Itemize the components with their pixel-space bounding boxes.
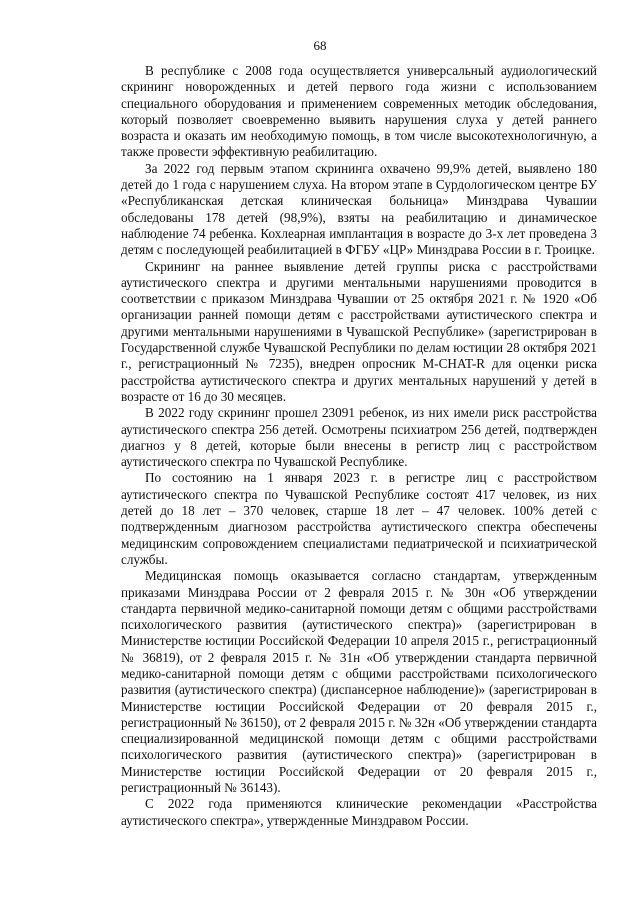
paragraph-screening-2022-results: За 2022 год первым этапом скрининга охвачено 99,9% детей, выявлено 180 детей до 1 года с нарушением слуха. На втором этапе в Сурдологическом центре БУ «Республиканская детская клиническая больница» Минздрава Чувашии обследованы 178 детей (98,9%), взяты на реабилитацию и динамическое наблюдение 74 ребенка. Кохлеарная имплантация в возрасте до 3-х лет проведена 3 детям с последующей реабилитацией в ФГБУ «ЦР» Минздрава России в г. Троицке. (121, 160, 597, 258)
paragraph-audiology-screening: В республике с 2008 года осуществляется универсальный аудиологический скрининг новорожденных и детей первого года жизни с использованием специального оборудования и применением современных методик обследования, который позволяет своевременно выявить нарушения слуха у детей раннего возраста и оказать им необходимую помощь, в том числе высокотехнологичную, а также провести эффективную реабилитацию. (121, 63, 597, 160)
paragraph-clinical-recommendations: С 2022 года применяются клинические рекомендации «Расстройства аутистического спектра», утвержденные Минздравом России. (121, 796, 597, 828)
paragraph-autism-screening-2022: В 2022 году скрининг прошел 23091 ребенок, из них имели риск расстройства аутистического спектра 256 детей. Осмотрены психиатром 256 детей, подтвержден диагноз у 8 детей, которые были внесены в регистр лиц с расстройством аутистического спектра по Чувашской Республике. (121, 405, 597, 470)
paragraph-medical-standards: Медицинская помощь оказывается согласно стандартам, утвержденным приказами Минздрава России от 2 февраля 2015 г. № 30н «Об утверждении стандарта первичной медико-санитарной помощи детям с общими расстройствами психологического развития (аутистического спектра)» (зарегистрирован в Министерстве юстиции Российской Федерации 10 апреля 2015 г., регистрационный № 36819), от 2 февраля 2015 г. № 31н «Об утверждении стандарта первичной медико-санитарной помощи детям с общими расстройствами психологического развития (аутистического спектра) (диспансерное наблюдение)» (зарегистрирован в Министерстве юстиции Российской Федерации от 20 февраля 2015 г., регистрационный № 36150), от 2 февраля 2015 г. № 32н «Об утверждении стандарта специализированной медицинской помощи детям с общими расстройствами психологического развития (аутистического спектра)» (зарегистрирован в Министерстве юстиции Российской Федерации от 20 февраля 2015 г., регистрационный № 36143). (121, 568, 597, 796)
paragraph-autism-screening-order: Скрининг на раннее выявление детей группы риска с расстройствами аутистического спектра и другими ментальными нарушениями проводится в соответствии с приказом Минздрава Чувашии от 25 октября 2021 г. № 1920 «Об организации ранней помощи детям с расстройствами аутистического спектра и другими ментальными нарушениями в Чувашской Республике» (зарегистрирован в Государственной службе Чувашской Республики по делам юстиции 28 октября 2021 г., регистрационный № 7235), внедрен опросник M-CHAT-R для оценки риска расстройства аутистического спектра и других ментальных нарушений у детей в возрасте от 16 до 30 месяцев. (121, 258, 597, 404)
page-number: 68 (313, 38, 327, 53)
document-body (121, 63, 597, 829)
paragraph-autism-register: По состоянию на 1 января 2023 г. в регистре лиц с расстройством аутистического спектра по Чувашской Республике состоят 417 человек, из них детей до 18 лет – 370 человек, старше 18 лет – 47 человек. 100% детей с подтвержденным диагнозом расстройства аутистического спектра обеспечены медицинским сопровождением специалистами педиатрической и психиатрической службы. (121, 470, 597, 567)
